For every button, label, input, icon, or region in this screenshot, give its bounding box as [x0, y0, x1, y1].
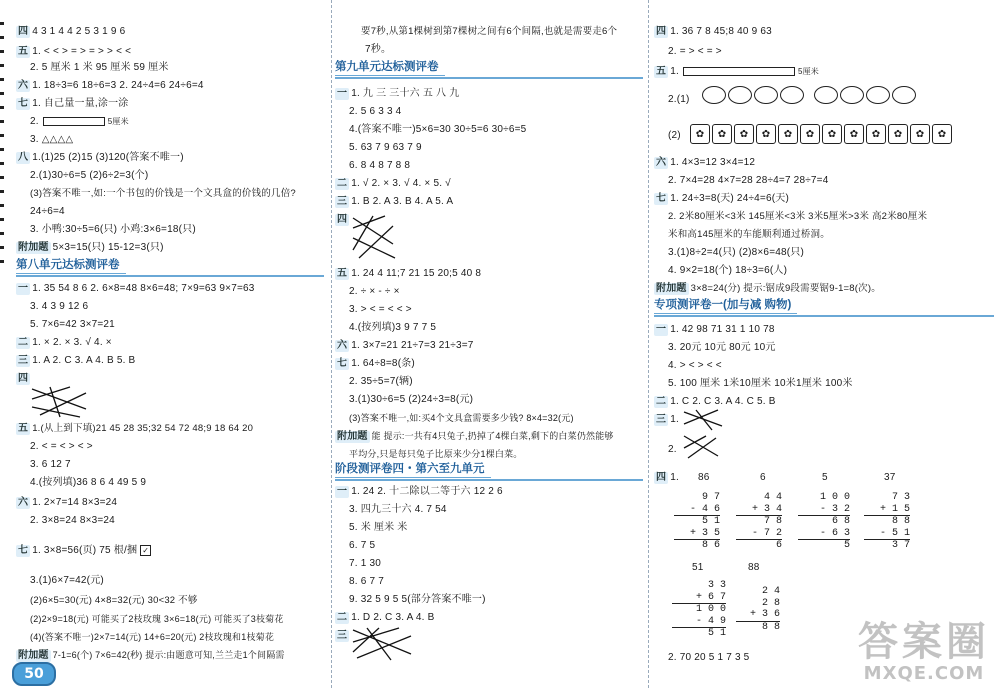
answer-line: 7秒。 — [365, 44, 392, 55]
calc-top: 51 — [692, 562, 704, 573]
fish-groups-figure — [702, 86, 916, 104]
answer-line: 2.(1) — [668, 94, 690, 105]
answer-line: (3)答案不唯一,如:一个书包的价钱是一个文具盒的价钱的几倍? — [30, 188, 296, 199]
page-number-badge: 50 — [12, 662, 56, 686]
answer-line: 六 1. 3×7=21 21÷7=3 21÷3=7 — [337, 340, 474, 351]
calc-top: 88 — [748, 562, 760, 573]
section-title: 第八单元达标测评卷 — [16, 258, 126, 274]
answer-line: 一 1. 24 2. 十二除以二等于六 12 2 6 — [337, 486, 503, 497]
column-right — [652, 0, 1000, 688]
answer-line: 3. △△△△ — [30, 134, 74, 145]
answer-line: 平均分,只是每只兔子比原来少分1棵白菜。 — [349, 449, 523, 459]
answer-line: 附加题 能 提示:一共有4只兔子,扔掉了4棵白菜,剩下的白菜仍然能够 — [337, 431, 614, 442]
answer-line: 3. 20元 10元 80元 10元 — [668, 342, 776, 353]
vertical-calculation: 7 3 + 1 5 8 8 - 5 1 3 7 — [864, 492, 910, 552]
answer-line: 5. 100 厘米 1米10厘米 10米1厘米 100米 — [668, 378, 853, 389]
answer-line: 附加题 3×8=24(分) 提示:锯成9段需要锯9-1=8(次)。 — [656, 283, 881, 294]
answer-line: 2. ÷ × - ÷ × — [349, 286, 400, 297]
answer-line: 3. 小鸭:30÷5=6(只) 小鸡:3×6=18(只) — [30, 224, 196, 235]
answer-line: 六 1. 18÷3=6 18÷6=3 2. 24÷4=6 24÷6=4 — [18, 80, 204, 91]
matching-lines-figure — [682, 408, 726, 432]
calc-top: 37 — [884, 472, 896, 483]
answer-line: 三 — [337, 630, 348, 641]
length-box — [683, 67, 795, 76]
answer-line: 附加题 5×3=15(只) 15-12=3(只) — [18, 242, 164, 253]
answer-line: 一 1. 九 三 三十六 五 八 九 — [337, 88, 460, 99]
answer-line: 3.(1)6×7=42(元) — [30, 575, 104, 586]
answer-line: 附加题 7-1=6(个) 7×6=42(秒) 提示:由题意可知,兰兰走1个间隔需 — [18, 650, 285, 661]
matching-lines-figure — [349, 214, 399, 262]
answer-line: (2)6×5=30(元) 4×8=32(元) 30<32 不够 — [30, 595, 198, 606]
length-box — [43, 117, 105, 126]
answer-line: 2. 3×8=24 8×3=24 — [30, 515, 115, 526]
answer-line: 四 1. — [656, 472, 679, 483]
column-left — [0, 0, 328, 688]
answer-line: 4.(按列填)36 8 6 4 49 5 9 — [30, 477, 147, 488]
answer-line: 七 1. 64÷8=8(条) — [337, 358, 415, 369]
vertical-calculation: 9 7 - 4 6 5 1 + 3 5 8 6 — [674, 492, 720, 552]
answer-line: (4)(答案不唯一)2×7=14(元) 14+6=20(元) 2枝玫瑰和1枝菊花 — [30, 632, 275, 642]
answer-line: 四 4 3 1 4 4 2 5 3 1 9 6 — [18, 26, 126, 37]
answer-line: 4.(答案不唯一)5×6=30 30÷5=6 30÷6=5 — [349, 124, 527, 135]
calc-top: 5 — [822, 472, 828, 483]
answer-line: 2. 35÷5=7(辆) — [349, 376, 413, 387]
matching-lines-figure — [351, 626, 415, 662]
answer-line: 一 1. 42 98 71 31 1 10 78 — [656, 324, 775, 335]
answer-line: 2. — [668, 444, 677, 455]
answer-line: 五 1. 24 4 11;7 21 15 20;5 40 8 — [337, 268, 482, 279]
answer-line: 米和高145厘米的车能顺利通过桥洞。 — [668, 229, 830, 240]
answer-line: 六 1. 4×3=12 3×4=12 — [656, 157, 756, 168]
answer-line: 7. 1 30 — [349, 558, 381, 569]
answer-line: 二 1. √ 2. × 3. √ 4. × 5. √ — [337, 178, 451, 189]
answer-line: 4. > < > < < — [668, 360, 722, 371]
watermark: 答案圈 MXQE.COM — [858, 619, 990, 684]
section-title: 阶段测评卷四・第六至九单元 — [335, 462, 491, 478]
answer-line: 二 1. × 2. × 3. √ 4. × — [18, 337, 112, 348]
matching-lines-figure — [30, 385, 90, 419]
vertical-calculation: 3 3 + 6 7 1 0 0 - 4 9 5 1 — [672, 580, 726, 640]
title-underline — [335, 479, 643, 481]
answer-line: 四 — [337, 214, 348, 225]
column-divider — [648, 0, 649, 688]
answer-line: 5. 7×6=42 3×7=21 — [30, 319, 115, 330]
answer-line: 3.(1)8÷2=4(只) (2)8×6=48(只) — [668, 247, 805, 258]
answer-line: (2) — [668, 130, 681, 141]
answer-line: 七 1. 自己量一量,涂一涂 — [18, 98, 129, 109]
answer-line: 3.(1)30÷6=5 (2)24÷3=8(元) — [349, 394, 474, 405]
answer-line: 2. = > < = > — [668, 46, 722, 57]
answer-line: 三 1. A 2. C 3. A 4. B 5. B — [18, 355, 136, 366]
answer-line: 4.(按列填)3 9 7 7 5 — [349, 322, 437, 333]
answer-line: 3. 4 3 9 12 6 — [30, 301, 89, 312]
answer-line: 3. 四九三十六 4. 7 54 — [349, 504, 447, 515]
title-underline — [335, 77, 643, 79]
answer-line: 五 1.(从上到下填)21 45 28 35;32 54 72 48;9 18 64 20 — [18, 423, 254, 434]
check-box-icon: ✓ — [140, 545, 151, 556]
answer-line: 2.(1)30÷6=5 (2)6÷2=3(个) — [30, 170, 149, 181]
column-divider — [331, 0, 332, 688]
section-title: 专项测评卷一(加与减 购物) — [654, 298, 797, 314]
answer-line: 2. < = < > < > — [30, 441, 93, 452]
answer-line: 2. 2米80厘米<3米 145厘米<3米 3米5厘米>3米 高2米80厘米 — [668, 211, 928, 222]
vertical-calculation: 4 4 + 3 4 7 8 - 7 2 6 — [736, 492, 782, 552]
answer-line: 五 1. < < > = > = > > < < — [18, 46, 132, 57]
answer-line: 三 1. — [656, 414, 679, 425]
answer-line: 八 1.(1)25 (2)15 (3)120(答案不唯一) — [18, 152, 184, 163]
answer-line: 2. 7×4=28 4×7=28 28÷4=7 28÷7=4 — [668, 175, 829, 186]
answer-line: 24÷6=4 — [30, 206, 65, 217]
answer-line: (3)答案不唯一,如:买4个文具盒需要多少钱? 8×4=32(元) — [349, 413, 574, 423]
answer-line: 五 1. 5厘米 — [656, 66, 819, 77]
answer-line: 七 1. 3×8=56(页) 75 根/捆 ✓ — [16, 545, 151, 557]
answer-line: 5. 63 7 9 63 7 9 — [349, 142, 422, 153]
calc-top: 86 — [698, 472, 710, 483]
answer-line: 二 1. D 2. C 3. A 4. B — [337, 612, 435, 623]
answer-line: 4. 9×2=18(个) 18÷3=6(人) — [668, 265, 788, 276]
answer-line: (2)2×9=18(元) 可能买了2枝玫瑰 3×6=18(元) 可能买了3枝菊花 — [30, 614, 284, 624]
vertical-calculation: 2 4 2 8 + 3 6 8 8 — [736, 586, 780, 633]
answer-line: 9. 32 5 9 5 5(部分答案不唯一) — [349, 594, 486, 605]
calc-top: 6 — [760, 472, 766, 483]
answer-line: 2. 5厘米 — [30, 116, 129, 127]
answer-line: 3. > < = < < > — [349, 304, 412, 315]
answer-line: 2. 70 20 5 1 7 3 5 — [668, 652, 750, 663]
answer-line: 四 1. 36 7 8 45;8 40 9 63 — [656, 26, 772, 37]
answer-line: 六 1. 2×7=14 8×3=24 — [18, 497, 118, 508]
answer-line: 3. 6 12 7 — [30, 459, 71, 470]
title-underline — [654, 315, 994, 317]
answer-line: 2. 5 6 3 3 4 — [349, 106, 402, 117]
section-title: 第九单元达标测评卷 — [335, 60, 445, 76]
answer-line: 二 1. C 2. C 3. A 4. C 5. B — [656, 396, 776, 407]
answer-line: 三 1. B 2. A 3. B 4. A 5. A — [337, 196, 454, 207]
answer-line: 6. 7 5 — [349, 540, 376, 551]
answer-line: 6. 8 4 8 7 8 8 — [349, 160, 411, 171]
title-underline — [16, 275, 324, 277]
answer-line: 8. 6 7 7 — [349, 576, 384, 587]
answer-line: 七 1. 24÷3=8(天) 24÷4=6(天) — [656, 193, 789, 204]
answer-line: 四 — [18, 373, 29, 384]
column-middle — [335, 0, 645, 688]
answer-line: 5. 米 厘米 米 — [349, 522, 408, 533]
answer-line: 一 1. 35 54 8 6 2. 6×8=48 8×6=48; 7×9=63 9×7=63 — [18, 283, 255, 294]
answer-line: 要7秒,从第1棵树到第7棵树之间有6个间隔,也就是需要走6个 — [361, 26, 618, 37]
flower-groups-figure: ✿ ✿ ✿ ✿ ✿ ✿ ✿ ✿ ✿ ✿ ✿ ✿ — [690, 124, 952, 144]
matching-lines-figure — [682, 434, 722, 460]
answer-line: 2. 5 厘米 1 米 95 厘米 59 厘米 — [30, 62, 169, 73]
vertical-calculation: 1 0 0 - 3 2 6 8 - 6 3 5 — [798, 492, 850, 552]
